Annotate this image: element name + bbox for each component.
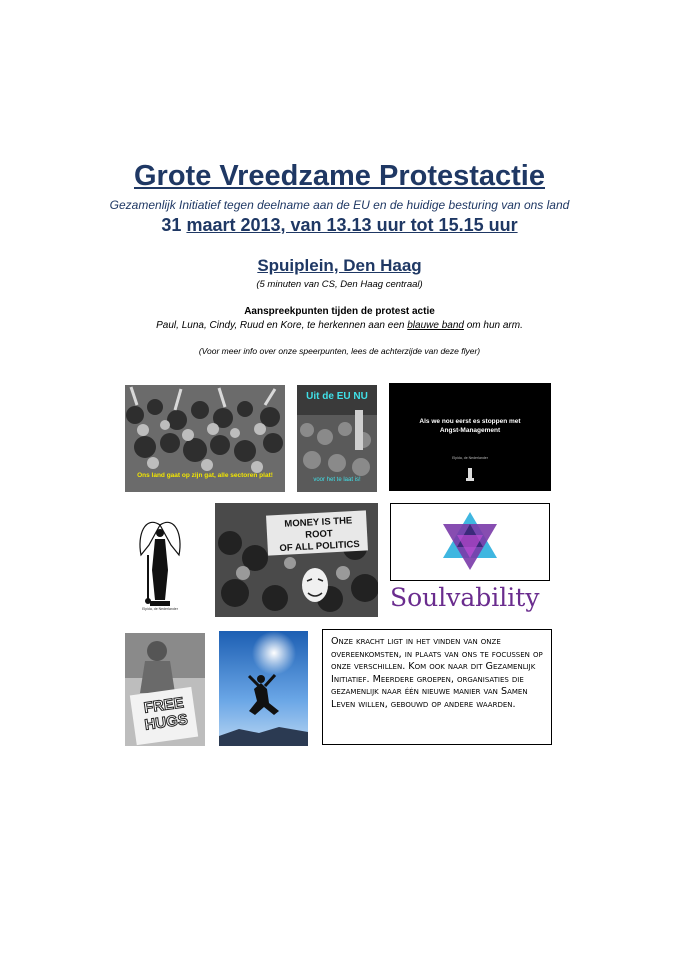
angst-line-2: Angst-Management [439,427,501,434]
subtitle: Gezamenlijk Initiatief tegen deelname aan de EU en de huidige besturing van ons land [109,198,570,212]
eu-caption: voor het te laat is! [313,477,361,483]
angel-statue-image [135,515,185,615]
merkaba-star-icon [439,510,501,572]
soulvability-logo-box [390,503,550,581]
contacts-text [0,320,679,331]
crowd-caption: Ons land gaat op zijn gat, alle sectoren plat! [137,472,273,479]
money-sign-line-2: OF ALL POLITICS [279,538,360,555]
statue-caption: Elpida, de Nederlander [142,607,178,611]
money-politics-image [215,503,378,617]
quote-text-box: Onze kracht ligt in het vinden van onze overeenkomsten, in plaats van ons te focussen op onze verschillen. Kom ook naar dit Gezamenlijk Initiatief. Meerdere groepen, organisaties die gezamenlijk naar één nieuwe manier van Samen Leven willen, gebouwd op andere waarden. [322,629,552,745]
more-info-note: (Voor meer info over onze speerpunten, lees de achterzijde van deze flyer) [198,346,481,356]
date-line [0,215,679,236]
free-hugs-line-1: FREE [142,694,185,717]
money-sign-line-1: MONEY IS THE ROOT [284,515,353,541]
blue-band-text: blauwe band [407,320,464,331]
uit-de-eu-image [297,385,377,492]
angst-line-1: Als we nou eerst es stoppen met [419,418,521,425]
contacts-names: Paul, Luna, Cindy, Ruud en Kore, te herkennen aan een [156,320,408,331]
angst-signature: Elpida, de Nederlander [452,456,488,460]
free-hugs-image [125,633,205,746]
location-note: (5 minuten van CS, Den Haag centraal) [256,279,423,290]
page-title: Grote Vreedzame Protestactie [133,160,545,192]
angst-management-image [389,383,551,491]
money-sign [270,515,368,556]
crowd-protest-image [125,385,285,492]
date-time: maart 2013, van 13.13 uur tot 15.15 uur [186,215,518,235]
eu-title: Uit de EU NU [306,391,368,402]
location-title: Spuiplein, Den Haag [257,256,422,275]
contacts-heading: Aanspreekpunten tijden de protest actie [244,306,435,317]
date-day: 31 [161,215,182,235]
free-hugs-line-2: HUGS [143,710,189,734]
statue-icon [465,466,475,482]
contacts-tail: om hun arm. [463,320,523,331]
soulvability-brand: Soulvability [390,583,540,612]
jumping-person-image [219,631,308,746]
